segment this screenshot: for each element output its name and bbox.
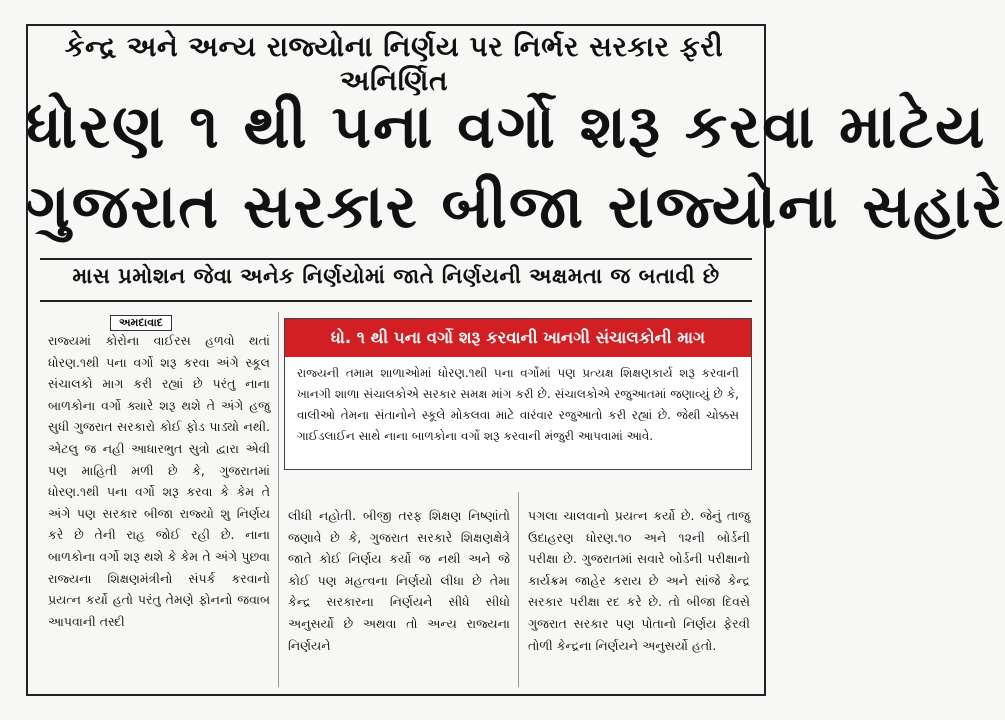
kicker-line: કેન્દ્ર અને અન્ય રાજ્યોના નિર્ણય પર નિર્ભર સરકાર ફરી અનિર્ણિત bbox=[64, 30, 724, 97]
headline-line-1: ધોરણ ૧ થી ૫ના વર્ગો શરૂ કરવા માટેય bbox=[26, 92, 987, 162]
headline-line-2: ગુજરાત સરકાર બીજા રાજ્યોના સહારે bbox=[26, 172, 1005, 242]
article-column-2: લીધી નહોતી. બીજી તરફ શિક્ષણ નિષ્ણાંતો જણાવે છે કે, ગુજરાત સરકારે શિક્ષણક્ષેત્રે જાતે કોઈ નિર્ણય કર્યો જ નથી અને જે કોઈ પણ મહત્વના નિર્ણયો લીધા છે તેમા કેન્દ્ર સરકારના નિર્ણયને સીધે સીધો અનુસર્યો છે અથવા તો અન્ય રાજ્યના નિર્ણયને bbox=[288, 508, 510, 653]
sidebar-box-body: રાજ્યની તમામ શાળાઓમાં ધોરણ.૧થી ૫ના વર્ગોમાં પણ પ્રત્યક્ષ શિક્ષણકાર્ય શરૂ કરવાની ખાનગી શાળા સંચાલકોએ સરકાર સમક્ષ માંગ કરી છે. સંચાલકોએ રજુઆતમાં જણાવ્યું છે કે, વાલીઓ તેમના સંતાનોને સ્કૂલે મોકલવા માટે વારંવાર રજુઆતો કરી રહ્યાં છે. જેથી ચોક્કસ ગાઈડલાઈન સાથે નાના બાળકોના વર્ગો શરૂ કરવાની મંજુરી આપવામાં આવે. bbox=[297, 366, 739, 443]
subhead-bottom-rule bbox=[40, 300, 752, 302]
article-column-1: રાજ્યમાં કોરોના વાઈરસ હળવો થતાં ધોરણ.૧થી ૫ના વર્ગો શરૂ કરવા અંગે સ્કૂલ સંચાલકો માગ કરી રહ્યાં છે પરંતુ નાના બાળકોના વર્ગો ક્યારે શરૂ થશે તે અંગે હજુ સુધી ગુજરાત સરકારો કોઈ ફોડ પાડ્યો નથી. એટલુ જ નહી આધારભુત સુત્રો દ્વારા એવી પણ માહિતી મળી છે કે, ગુજરાતમાં ધોરણ.૧થી ૫ના વર્ગો શરૂ કરવા કે કેમ તે અંગે પણ સરકાર બીજા રાજ્યો શુ નિર્ણય કરે છે તેની રાહ જોઈ રહી છે. નાના બાળકોના વર્ગો શરૂ થશે કે કેમ તે અંગે પુછવા રાજ્યના શિક્ષણમંત્રીનો સંપર્ક કરવાનો પ્રયત્ન કર્યો હતો પરંતુ તેમણે ફોનનો જવાબ આપવાની તસ્દી bbox=[48, 333, 270, 629]
article-column-3: પગલા ચાલવાનો પ્રયત્ન કર્યો છે. જેનું તાજુ ઉદાહરણ ધોરણ.૧૦ અને ૧૨ની બોર્ડની પરીક્ષા છે. ગુજરાતમાં સવારે બોર્ડની પરીક્ષાનો કાર્યક્રમ જાહેર કરાય છે અને સાંજે કેન્દ્ર સરકાર પરીક્ષા રદ કરે છે. તો બીજા દિવસે ગુજરાત સરકાર પણ પોતાનો નિર્ણય ફેરવી તોળી કેન્દ્રના નિર્ણયને અનુસર્યો હતો. bbox=[528, 508, 750, 653]
subheadline: માસ પ્રમોશન જેવા અનેક નિર્ણયોમાં જાતે નિર્ણયની અક્ષમતા જ બતાવી છે bbox=[72, 264, 720, 288]
subhead-top-rule bbox=[40, 258, 752, 260]
dateline: અમદાવાદ bbox=[110, 315, 172, 331]
column-divider bbox=[278, 312, 279, 687]
sidebar-box-title: ધો. ૧ થી ૫ના વર્ગો શરૂ કરવાની ખાનગી સંચાલકોની માગ bbox=[285, 319, 751, 357]
sidebar-box bbox=[284, 318, 752, 470]
column-divider bbox=[518, 492, 519, 687]
